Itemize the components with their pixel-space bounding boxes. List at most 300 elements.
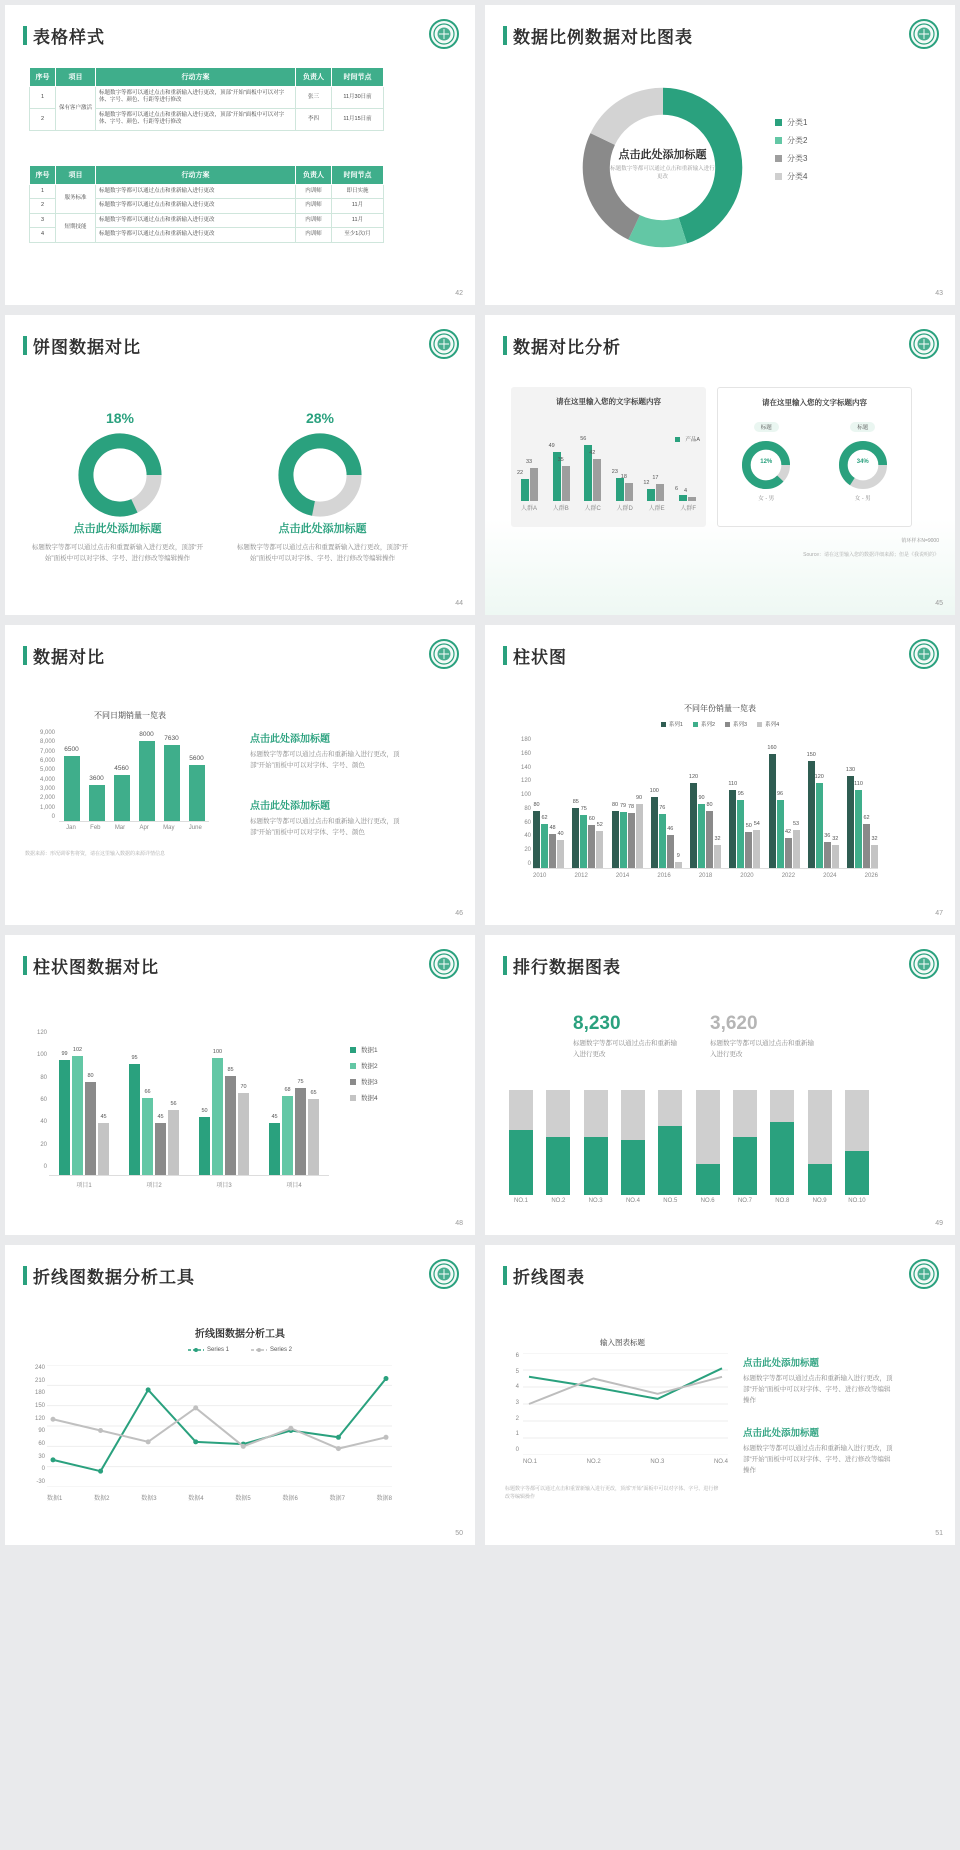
page-number: 50 xyxy=(455,1530,463,1537)
bar-value: 85 xyxy=(572,798,579,805)
cell-owner: 内训师 xyxy=(296,199,332,213)
bar xyxy=(164,735,180,821)
bar-value: 96 xyxy=(776,790,784,797)
axis-tick: 5,000 xyxy=(39,767,55,774)
axis-tick: 2016 xyxy=(657,873,671,879)
axis-tick: 140 xyxy=(520,764,531,771)
axis-tick: NO.2 xyxy=(586,1459,601,1465)
bar-value: 5600 xyxy=(189,755,204,762)
bar xyxy=(728,780,738,868)
page-title: 折线图数据分析工具 xyxy=(23,1263,195,1288)
text-block-1 xyxy=(743,1355,893,1406)
table-header-cell: 负责人 xyxy=(296,68,332,87)
text-block-2 xyxy=(743,1425,893,1476)
bar-value: 40 xyxy=(557,830,564,837)
bar-group xyxy=(199,1049,249,1175)
page-number: 45 xyxy=(935,600,943,607)
bar-value: 46 xyxy=(667,826,674,833)
bar-segment-done xyxy=(733,1137,757,1195)
page-title: 饼图数据对比 xyxy=(23,333,141,358)
bar-value: 70 xyxy=(240,1084,247,1091)
bar-value: 50 xyxy=(201,1107,208,1114)
donut-chart xyxy=(575,80,750,260)
body-text: 标题数字等都可以通过点击和重新输入进行更改，顶部“开始”面板中可以对字体、字号、进行修改等编辑操作 xyxy=(743,1375,893,1405)
bar-group xyxy=(688,773,721,868)
bar-group xyxy=(767,745,800,868)
bar-value: 79 xyxy=(619,802,627,809)
stacked-bar xyxy=(546,1090,570,1195)
x-axis-labels xyxy=(533,873,878,879)
sub-heading: 点击此处添加标题 xyxy=(73,523,162,535)
axis-tick: NO.10 xyxy=(848,1198,866,1204)
table-header-cell: 时间节点 xyxy=(332,68,384,87)
legend-item xyxy=(775,135,807,146)
axis-tick: Jan xyxy=(66,825,76,831)
donut-label: 标题 xyxy=(850,422,875,432)
bar-value: 60 xyxy=(588,816,595,823)
axis-tick: NO.1 xyxy=(513,1198,528,1204)
bar-segment-remaining xyxy=(733,1090,757,1137)
bar xyxy=(792,821,800,868)
page-number: 48 xyxy=(455,1220,463,1227)
axis-tick: 4 xyxy=(515,1384,519,1391)
page-title: 数据对比分析 xyxy=(503,333,621,358)
y-axis-labels xyxy=(503,1353,519,1453)
legend-label: 系列1 xyxy=(668,722,683,728)
axis-tick: 人群A xyxy=(521,506,538,512)
axis-tick: 160 xyxy=(520,750,531,757)
axis-tick: NO.2 xyxy=(551,1198,566,1204)
table-row xyxy=(30,213,384,227)
bar xyxy=(627,803,635,868)
bar xyxy=(698,795,705,868)
sub-heading: 点击此处添加标题 xyxy=(743,1358,820,1369)
cell-plan: 标题数字等都可以通过点击和重新输入进行更改，顶部“开始”面板中可以对字体、字号、颜色、行距等进行修改 xyxy=(96,87,296,109)
table-header-cell: 序号 xyxy=(30,166,56,185)
axis-tick: 数据2 xyxy=(94,1496,110,1502)
cell-time: 11月 xyxy=(332,213,384,227)
axis-tick: 6,000 xyxy=(39,757,55,764)
right-text-block xyxy=(230,520,415,564)
cell-owner: 内训师 xyxy=(296,228,332,242)
page-title: 折线图表 xyxy=(503,1263,585,1288)
legend-item xyxy=(675,435,700,443)
stat-body: 标题数字等都可以通过点击和重新输入进行更改 xyxy=(710,1040,814,1059)
bar-value: 100 xyxy=(212,1049,223,1056)
axis-tick: 3 xyxy=(515,1399,519,1406)
seal-logo-icon xyxy=(909,639,939,669)
bar-value: 110 xyxy=(728,780,738,787)
bar-segment-done xyxy=(658,1126,682,1195)
bar-value: 32 xyxy=(871,836,878,843)
bar-group xyxy=(517,459,538,501)
bar-segment-done xyxy=(546,1137,570,1195)
legend-item xyxy=(775,171,807,182)
page-number: 51 xyxy=(935,1530,943,1537)
bar xyxy=(526,459,538,501)
bar-group xyxy=(806,752,839,868)
table-header-cell: 行动方案 xyxy=(96,166,296,185)
stat-block-1 xyxy=(573,1013,683,1060)
axis-tick: 项目3 xyxy=(216,1183,232,1189)
seal-logo-icon xyxy=(429,19,459,49)
bar-segment-done xyxy=(770,1122,794,1196)
bar-segment-remaining xyxy=(845,1090,869,1151)
bar xyxy=(863,814,870,868)
bar-value: 32 xyxy=(832,836,839,843)
axis-tick: May xyxy=(163,825,175,831)
cell-plan: 标题数字等都可以通过点击和重新输入进行更改 xyxy=(96,228,296,242)
legend-swatch-icon xyxy=(725,722,730,727)
bar xyxy=(611,802,619,868)
bar-value: 102 xyxy=(72,1047,83,1053)
legend-item xyxy=(251,1347,292,1353)
chart-legend xyxy=(775,117,807,189)
axis-tick: 100 xyxy=(36,1052,47,1059)
bar-group xyxy=(580,436,601,501)
bar xyxy=(199,1107,210,1175)
axis-tick: 人群F xyxy=(680,506,696,512)
bar xyxy=(596,822,603,868)
axis-tick: 4,000 xyxy=(39,776,55,783)
bar xyxy=(619,802,627,868)
donut-value: 28% xyxy=(305,410,335,426)
cell-owner: 内训师 xyxy=(296,185,332,199)
axis-tick: 240 xyxy=(34,1365,45,1371)
axis-tick: NO.3 xyxy=(588,1198,603,1204)
bar xyxy=(753,820,760,868)
bar-value: 45 xyxy=(100,1113,107,1120)
legend-swatch-icon xyxy=(775,137,782,144)
cell-plan: 标题数字等都可以通过点击和重新输入进行更改 xyxy=(96,185,296,199)
bar-value: 53 xyxy=(792,821,800,828)
axis-tick: NO.8 xyxy=(775,1198,790,1204)
axis-tick: NO.4 xyxy=(625,1198,640,1204)
axis-tick: 数据6 xyxy=(282,1496,298,1502)
legend-swatch-icon xyxy=(775,155,782,162)
cell-plan: 标题数字等都可以通过点击和重新输入进行更改 xyxy=(96,213,296,227)
bar-value: 7630 xyxy=(164,735,179,742)
bar-group xyxy=(548,443,570,501)
legend-item xyxy=(725,720,747,728)
bar-value: 45 xyxy=(271,1113,278,1120)
axis-tick: 100 xyxy=(520,792,531,799)
bar-segment-done xyxy=(808,1164,832,1196)
slide-44 xyxy=(5,315,475,615)
page-title: 表格样式 xyxy=(23,23,105,48)
legend-item xyxy=(775,117,807,128)
bar xyxy=(139,731,155,821)
bar-group xyxy=(649,787,682,868)
bar xyxy=(212,1049,223,1175)
bar-group xyxy=(728,780,760,868)
bar-value: 130 xyxy=(845,766,856,773)
legend-item xyxy=(693,720,715,728)
legend-swatch-icon xyxy=(757,722,762,727)
bar-value: 4560 xyxy=(114,765,129,772)
axis-tick: -30 xyxy=(36,1478,45,1485)
bar-value: 3600 xyxy=(89,775,104,782)
page-number: 47 xyxy=(935,910,943,917)
axis-tick: 项目2 xyxy=(146,1183,162,1189)
axis-tick: 80 xyxy=(40,1074,47,1081)
axis-tick: 8,000 xyxy=(39,739,55,746)
axis-tick: 0 xyxy=(51,813,55,820)
legend-label: Series 2 xyxy=(270,1347,293,1353)
axis-tick: 1 xyxy=(515,1431,519,1438)
bar xyxy=(129,1055,140,1175)
axis-tick: NO.1 xyxy=(523,1459,538,1465)
bar-value: 90 xyxy=(698,795,705,801)
bar-value: 80 xyxy=(533,802,540,809)
bar-value: 17 xyxy=(652,475,659,481)
legend-label: 产品A xyxy=(685,437,700,443)
legend-label: 分类2 xyxy=(787,136,808,145)
donut-label: 标题 xyxy=(754,422,779,432)
bar-value: 99 xyxy=(61,1050,68,1057)
sub-heading: 点击此处添加标题 xyxy=(250,801,330,812)
axis-tick: 数据7 xyxy=(329,1496,345,1502)
bar-value: 42 xyxy=(784,829,792,836)
bar-plot-area xyxy=(533,737,878,869)
line-chart-plot xyxy=(523,1353,728,1455)
axis-tick: Apr xyxy=(139,825,149,831)
bar xyxy=(238,1084,249,1175)
bar xyxy=(572,798,579,868)
bar xyxy=(282,1086,293,1175)
bar-group xyxy=(845,766,878,868)
legend-item xyxy=(350,1093,378,1102)
page-title: 柱状图数据对比 xyxy=(23,953,159,978)
bar-value: 12 xyxy=(643,480,650,486)
axis-tick: 数据5 xyxy=(235,1496,251,1502)
cell-project: 保有客户激活 xyxy=(56,87,96,131)
bar xyxy=(675,852,682,868)
stacked-bar xyxy=(845,1090,869,1195)
axis-tick: NO.3 xyxy=(650,1459,665,1465)
stacked-bar xyxy=(696,1090,720,1195)
bar-value: 65 xyxy=(310,1090,317,1097)
table-header-cell: 时间节点 xyxy=(332,166,384,185)
axis-tick: 30 xyxy=(38,1453,45,1460)
bar xyxy=(549,824,556,868)
y-axis-labels xyxy=(23,1030,47,1170)
stacked-bar xyxy=(733,1090,757,1195)
axis-tick: 人群E xyxy=(648,506,665,512)
page-number: 43 xyxy=(935,290,943,297)
bar-value: 80 xyxy=(87,1072,94,1079)
donut-block xyxy=(837,416,889,502)
bar xyxy=(589,450,601,501)
axis-tick: 0 xyxy=(43,1163,47,1170)
sub-heading: 点击此处添加标题 xyxy=(278,523,367,535)
axis-tick: 人群B xyxy=(552,506,569,512)
bar-value: 100 xyxy=(649,787,659,794)
bar xyxy=(64,746,80,821)
bar xyxy=(674,486,687,501)
x-axis-labels xyxy=(47,1493,392,1502)
table-row xyxy=(30,87,384,109)
bar-value: 35 xyxy=(557,457,564,463)
bar-group xyxy=(572,798,603,868)
bar-value: 22 xyxy=(517,470,524,476)
bar-chart-card xyxy=(511,387,706,527)
bar-group xyxy=(59,1047,109,1175)
stat-value: 3,620 xyxy=(710,1013,758,1034)
bar-value: 50 xyxy=(745,823,752,830)
bar-value: 32 xyxy=(714,836,721,843)
axis-tick: 0 xyxy=(41,1466,45,1473)
legend-swatch-icon xyxy=(693,722,698,727)
page-title: 数据对比 xyxy=(23,643,105,668)
left-text-block xyxy=(25,520,210,564)
bar-plot-area xyxy=(59,730,209,822)
axis-tick: 90 xyxy=(38,1428,45,1435)
axis-tick: 80 xyxy=(524,805,531,812)
slide-42 xyxy=(5,5,475,305)
bar-value: 56 xyxy=(580,436,587,442)
bar-value: 75 xyxy=(297,1078,304,1085)
slide-51 xyxy=(485,1245,955,1545)
cell-time: 11月30日前 xyxy=(332,87,384,109)
bar xyxy=(517,470,529,501)
bar-value: 95 xyxy=(737,791,744,798)
donut-value: 18% xyxy=(105,410,135,426)
bar xyxy=(814,773,824,868)
legend-label: 分类3 xyxy=(787,154,808,163)
legend-swatch-icon xyxy=(350,1079,356,1085)
slide-48 xyxy=(5,935,475,1235)
page-title: 柱状图 xyxy=(503,643,567,668)
bar-segment-remaining xyxy=(696,1090,720,1164)
axis-tick: 2022 xyxy=(781,873,796,879)
cell-index: 2 xyxy=(30,199,56,213)
cell-time: 11月 xyxy=(332,199,384,213)
axis-tick: 120 xyxy=(520,778,531,785)
axis-tick: 6 xyxy=(515,1353,519,1359)
bar-value: 9 xyxy=(676,852,680,859)
bar xyxy=(580,805,587,868)
x-axis-labels xyxy=(49,1180,329,1189)
axis-tick: 150 xyxy=(34,1402,45,1409)
cell-index: 1 xyxy=(30,87,56,109)
chart-title: 不同日期销量一览表 xyxy=(94,711,166,720)
table-header-cell: 项目 xyxy=(56,68,96,87)
axis-tick: 数据8 xyxy=(376,1496,392,1502)
stacked-bar xyxy=(621,1090,645,1195)
slide-47 xyxy=(485,625,955,925)
seal-logo-icon xyxy=(429,949,459,979)
bar xyxy=(295,1078,306,1176)
sub-heading: 点击此处添加标题 xyxy=(250,734,330,745)
card-title: 请在这里输入您的文字标题内容 xyxy=(762,398,867,407)
bar-value: 95 xyxy=(131,1055,138,1062)
bar-segment-remaining xyxy=(808,1090,832,1164)
bar xyxy=(557,830,564,868)
bar-group xyxy=(269,1078,319,1176)
axis-tick: 120 xyxy=(36,1030,47,1036)
axis-tick: 人群D xyxy=(616,506,633,512)
legend-label: 系列2 xyxy=(700,722,715,728)
chart-title: 折线图数据分析工具 xyxy=(195,1329,285,1340)
stat-value: 8,230 xyxy=(573,1013,621,1034)
bar-group xyxy=(129,1055,179,1175)
page-title: 数据比例数据对比图表 xyxy=(503,23,693,48)
seal-logo-icon xyxy=(429,1259,459,1289)
bar xyxy=(745,823,752,868)
axis-tick: 60 xyxy=(524,819,531,826)
axis-tick: 60 xyxy=(40,1096,47,1103)
bar xyxy=(737,791,744,868)
cell-index: 1 xyxy=(30,185,56,199)
page-number: 44 xyxy=(455,600,463,607)
bar-segment-remaining xyxy=(509,1090,533,1130)
bar-segment-done xyxy=(509,1130,533,1195)
cell-time: 11月15日前 xyxy=(332,108,384,130)
legend-label: Series 1 xyxy=(206,1347,229,1353)
stat-body: 标题数字等都可以通过点击和重新输入进行更改 xyxy=(573,1040,677,1059)
bar-group-container xyxy=(517,421,696,501)
chart-note: 销环样本N=9000 xyxy=(901,538,939,544)
page-title: 排行数据图表 xyxy=(503,953,621,978)
axis-tick: NO.7 xyxy=(737,1198,752,1204)
x-axis-labels xyxy=(509,1198,869,1204)
bar xyxy=(98,1113,109,1176)
axis-tick: 项目4 xyxy=(286,1183,302,1189)
legend-swatch-icon xyxy=(775,119,782,126)
bar-value: 6500 xyxy=(64,746,79,753)
legend-swatch-icon xyxy=(775,173,782,180)
bar-group xyxy=(674,486,696,501)
table-header-cell: 负责人 xyxy=(296,166,332,185)
bar xyxy=(189,755,205,821)
bar-value: 33 xyxy=(526,459,533,465)
slide-49 xyxy=(485,935,955,1235)
slide-43 xyxy=(485,5,955,305)
bar-value: 66 xyxy=(144,1089,151,1095)
bar-group xyxy=(611,469,633,501)
x-axis-labels xyxy=(59,825,209,831)
cell-plan: 标题数字等都可以通过点击和重新输入进行更改 xyxy=(96,199,296,213)
bar-value: 62 xyxy=(541,814,548,821)
cell-project: 短期技能 xyxy=(56,213,96,242)
bar-value: 52 xyxy=(596,822,603,829)
donut-block xyxy=(740,416,792,502)
body-text: 标题数字等都可以通过点击和重新输入进行更改，顶部“开始”面板中可以对字体、字号、颜色 xyxy=(250,818,400,837)
stacked-bar xyxy=(808,1090,832,1195)
legend-swatch-icon xyxy=(661,722,666,727)
bar-segment-remaining xyxy=(546,1090,570,1137)
bar-value: 54 xyxy=(753,820,760,827)
bar xyxy=(635,795,643,868)
line-chart-plot xyxy=(47,1365,392,1487)
bar xyxy=(85,1072,96,1175)
axis-tick: 2 xyxy=(515,1415,519,1422)
stacked-bar xyxy=(509,1090,533,1195)
bar-value: 80 xyxy=(706,802,713,809)
chart-title: 不同年份销量一览表 xyxy=(684,704,756,713)
donut-value: 34% xyxy=(856,459,869,465)
bar-value: 4 xyxy=(683,488,688,494)
page-number: 49 xyxy=(935,1220,943,1227)
bar xyxy=(588,816,595,868)
axis-tick: NO.6 xyxy=(700,1198,715,1204)
table-2 xyxy=(29,165,384,243)
axis-tick: NO.5 xyxy=(663,1198,678,1204)
donut-chart-card xyxy=(717,387,912,527)
bar xyxy=(557,457,570,501)
body-text: 标题数字等都可以通过点击和重新输入进行更改，顶部“开始”面板中可以对字体、字号、颜色 xyxy=(250,751,400,770)
